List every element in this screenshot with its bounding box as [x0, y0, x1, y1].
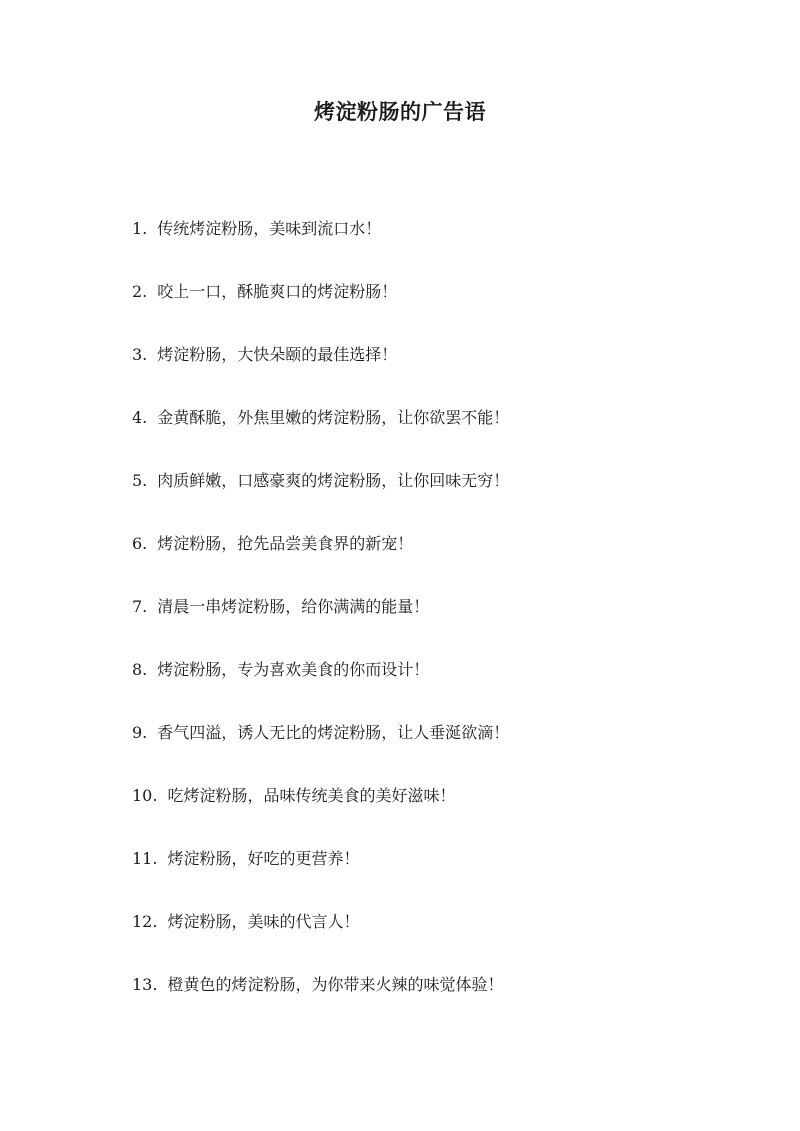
- list-item: [132, 467, 509, 530]
- item-text: 烤淀粉肠，大快朵颐的最佳选择！: [157, 345, 398, 364]
- list-item: [132, 971, 509, 1034]
- list-item: [132, 278, 509, 341]
- list-item: [132, 719, 509, 782]
- item-text: 金黄酥脆，外焦里嫩的烤淀粉肠，让你欲罢不能！: [157, 408, 510, 427]
- item-text: 烤淀粉肠，专为喜欢美食的你而设计！: [157, 660, 430, 679]
- item-text: 吃烤淀粉肠，品味传统美食的美好滋味！: [167, 786, 456, 805]
- list-item: [132, 530, 509, 593]
- item-text: 传统烤淀粉肠，美味到流口水！: [157, 219, 382, 238]
- item-number: 4.: [132, 408, 148, 427]
- item-text: 橙黄色的烤淀粉肠，为你带来火辣的味觉体验！: [167, 975, 504, 994]
- list-item: [132, 404, 509, 467]
- item-text: 烤淀粉肠，美味的代言人！: [167, 912, 360, 931]
- item-text: 肉质鲜嫩，口感豪爽的烤淀粉肠，让你回味无穷！: [157, 471, 510, 490]
- item-number: 7.: [132, 597, 148, 616]
- item-text: 清晨一串烤淀粉肠，给你满满的能量！: [157, 597, 430, 616]
- list-item: [132, 845, 509, 908]
- slogan-list: [132, 215, 509, 1034]
- item-text: 烤淀粉肠，好吃的更营养！: [167, 849, 360, 868]
- document-title: 烤淀粉肠的广告语: [314, 99, 486, 124]
- list-item: [132, 341, 509, 404]
- item-number: 11.: [132, 849, 158, 868]
- item-number: 8.: [132, 660, 148, 679]
- list-item: [132, 908, 509, 971]
- list-item: [132, 782, 509, 845]
- list-item: [132, 593, 509, 656]
- item-number: 9.: [132, 723, 148, 742]
- item-text: 烤淀粉肠，抢先品尝美食界的新宠！: [157, 534, 414, 553]
- item-number: 6.: [132, 534, 148, 553]
- item-number: 10.: [132, 786, 158, 805]
- item-number: 1.: [132, 219, 148, 238]
- item-text: 咬上一口，酥脆爽口的烤淀粉肠！: [157, 282, 398, 301]
- item-number: 5.: [132, 471, 148, 490]
- item-number: 3.: [132, 345, 148, 364]
- item-number: 13.: [132, 975, 158, 994]
- list-item: [132, 656, 509, 719]
- item-number: 12.: [132, 912, 158, 931]
- list-item: [132, 215, 509, 278]
- item-number: 2.: [132, 282, 148, 301]
- item-text: 香气四溢，诱人无比的烤淀粉肠，让人垂涎欲滴！: [157, 723, 510, 742]
